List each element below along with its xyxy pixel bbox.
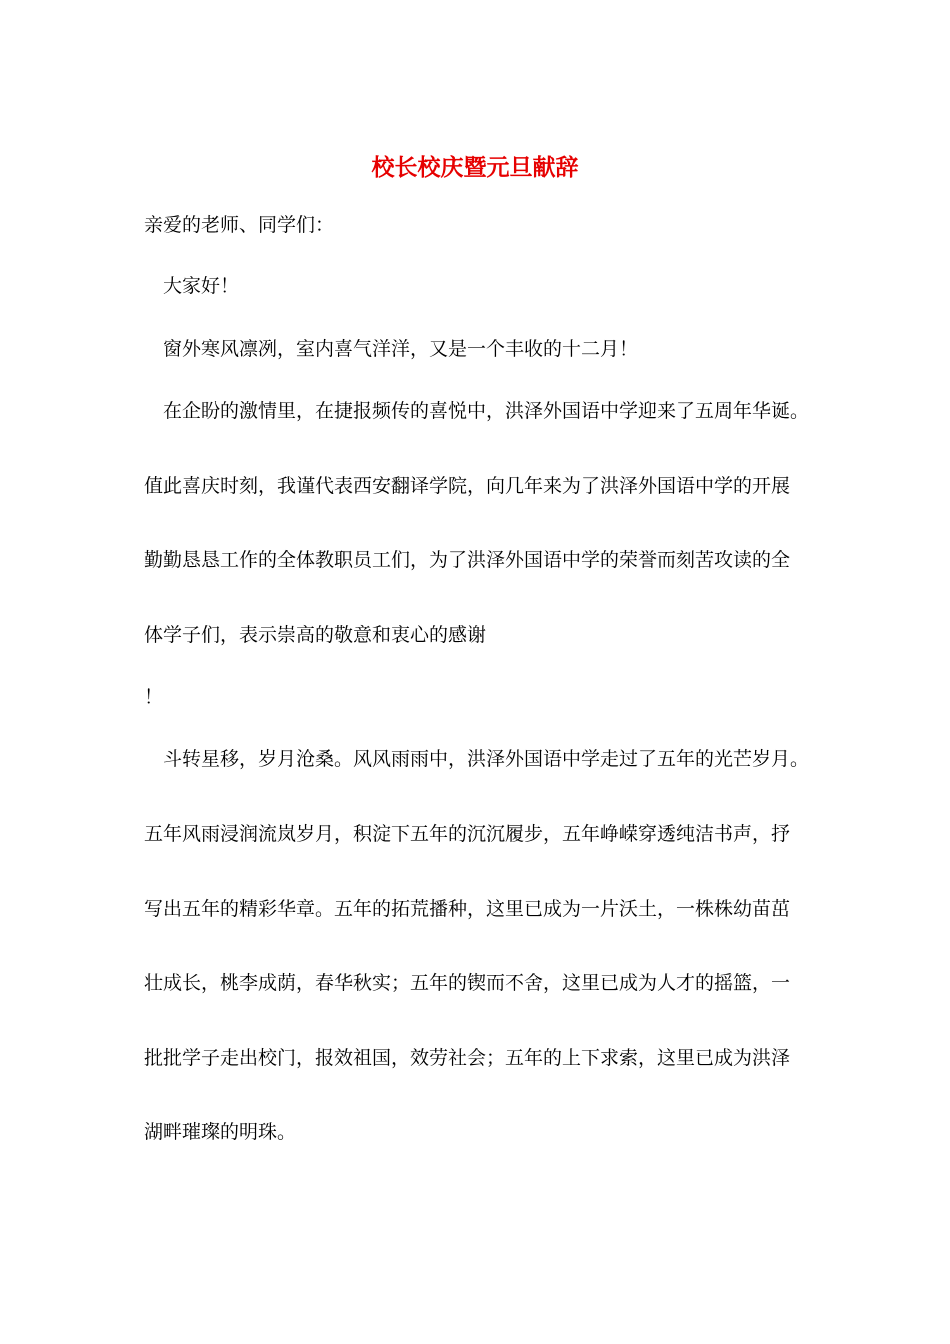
body-line: 窗外寒风凛冽，室内喜气洋洋，又是一个丰收的十二月！ [163,338,639,360]
body-line: ！ [144,686,164,708]
body-line: 勤勤恳恳工作的全体教职员工们，为了洪泽外国语中学的荣誉而刻苦攻读的全 [144,549,791,571]
body-line: 体学子们，表示崇高的敬意和衷心的感谢 [144,624,487,646]
body-line: 湖畔璀璨的明珠。 [144,1121,297,1143]
body-line: 写出五年的精彩华章。五年的拓荒播种，这里已成为一片沃土，一株株幼苗茁 [144,898,791,920]
document-title: 校长校庆暨元旦献辞 [371,154,579,181]
body-line: 壮成长，桃李成荫，春华秋实；五年的锲而不舍，这里已成为人才的摇篮，一 [144,972,791,994]
body-line: 值此喜庆时刻，我谨代表西安翻译学院，向几年来为了洪泽外国语中学的开展 [144,475,791,497]
body-line: 斗转星移，岁月沧桑。风风雨雨中，洪泽外国语中学走过了五年的光芒岁月。 [163,748,810,770]
body-line: 五年风雨浸润流岚岁月，积淀下五年的沉沉履步，五年峥嵘穿透纯洁书声，抒 [144,823,791,845]
body-line: 批批学子走出校门，报效祖国，效劳社会；五年的上下求索，这里已成为洪泽 [144,1047,791,1069]
greeting-line: 亲爱的老师、同学们： [144,214,335,236]
body-line: 大家好！ [163,275,240,297]
body-line: 在企盼的激情里，在捷报频传的喜悦中，洪泽外国语中学迎来了五周年华诞。 [163,400,810,422]
